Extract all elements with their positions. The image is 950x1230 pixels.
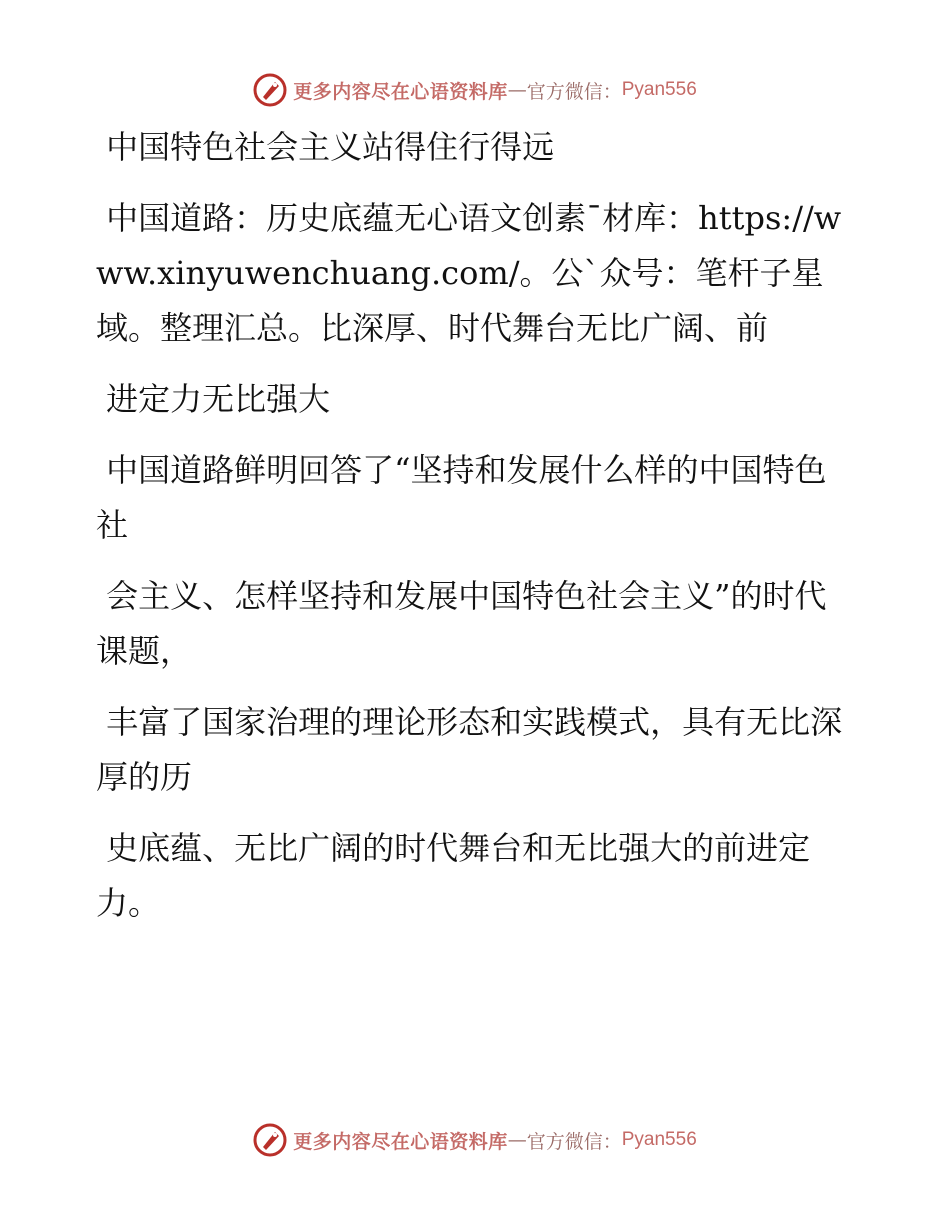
watermark-main-text: 更多内容尽在心语资料库 bbox=[293, 80, 508, 103]
document-body bbox=[96, 120, 856, 947]
paragraph: 进定力无比强大 bbox=[96, 380, 331, 418]
footer-watermark bbox=[0, 1120, 950, 1160]
watermark-wechat-id: Pyan556 bbox=[621, 1129, 697, 1150]
paragraph: 会主义、怎样坚持和发展中国特色社会主义”的时代课题， bbox=[96, 577, 827, 670]
header-watermark bbox=[0, 70, 950, 110]
pen-nib-icon bbox=[253, 73, 287, 107]
watermark-wechat-label: 官方微信： bbox=[526, 80, 622, 103]
paragraph: 丰富了国家治理的理论形态和实践模式，具有无比深厚的历 bbox=[96, 703, 843, 796]
watermark-dash: — bbox=[507, 79, 527, 101]
pen-nib-icon bbox=[253, 1123, 287, 1157]
paragraph-title: 中国特色社会主义站得住行得远 bbox=[96, 128, 555, 166]
watermark-wechat-label: 官方微信： bbox=[526, 1130, 622, 1153]
watermark-dash: — bbox=[507, 1129, 527, 1151]
watermark-main-text: 更多内容尽在心语资料库 bbox=[293, 1130, 508, 1153]
paragraph: 中国道路鲜明回答了“坚持和发展什么样的中国特色社 bbox=[96, 451, 827, 544]
paragraph: 史底蕴、无比广阔的时代舞台和无比强大的前进定力。 bbox=[96, 829, 811, 922]
watermark-wechat-id: Pyan556 bbox=[621, 79, 697, 100]
paragraph: 中国道路：历史底蕴无心语文创素¯材库：https://www.xinyuwenchuang.com/。公`众号：笔杆子星域。整理汇总。比深厚、时代舞台无比广阔、前 bbox=[96, 199, 842, 347]
